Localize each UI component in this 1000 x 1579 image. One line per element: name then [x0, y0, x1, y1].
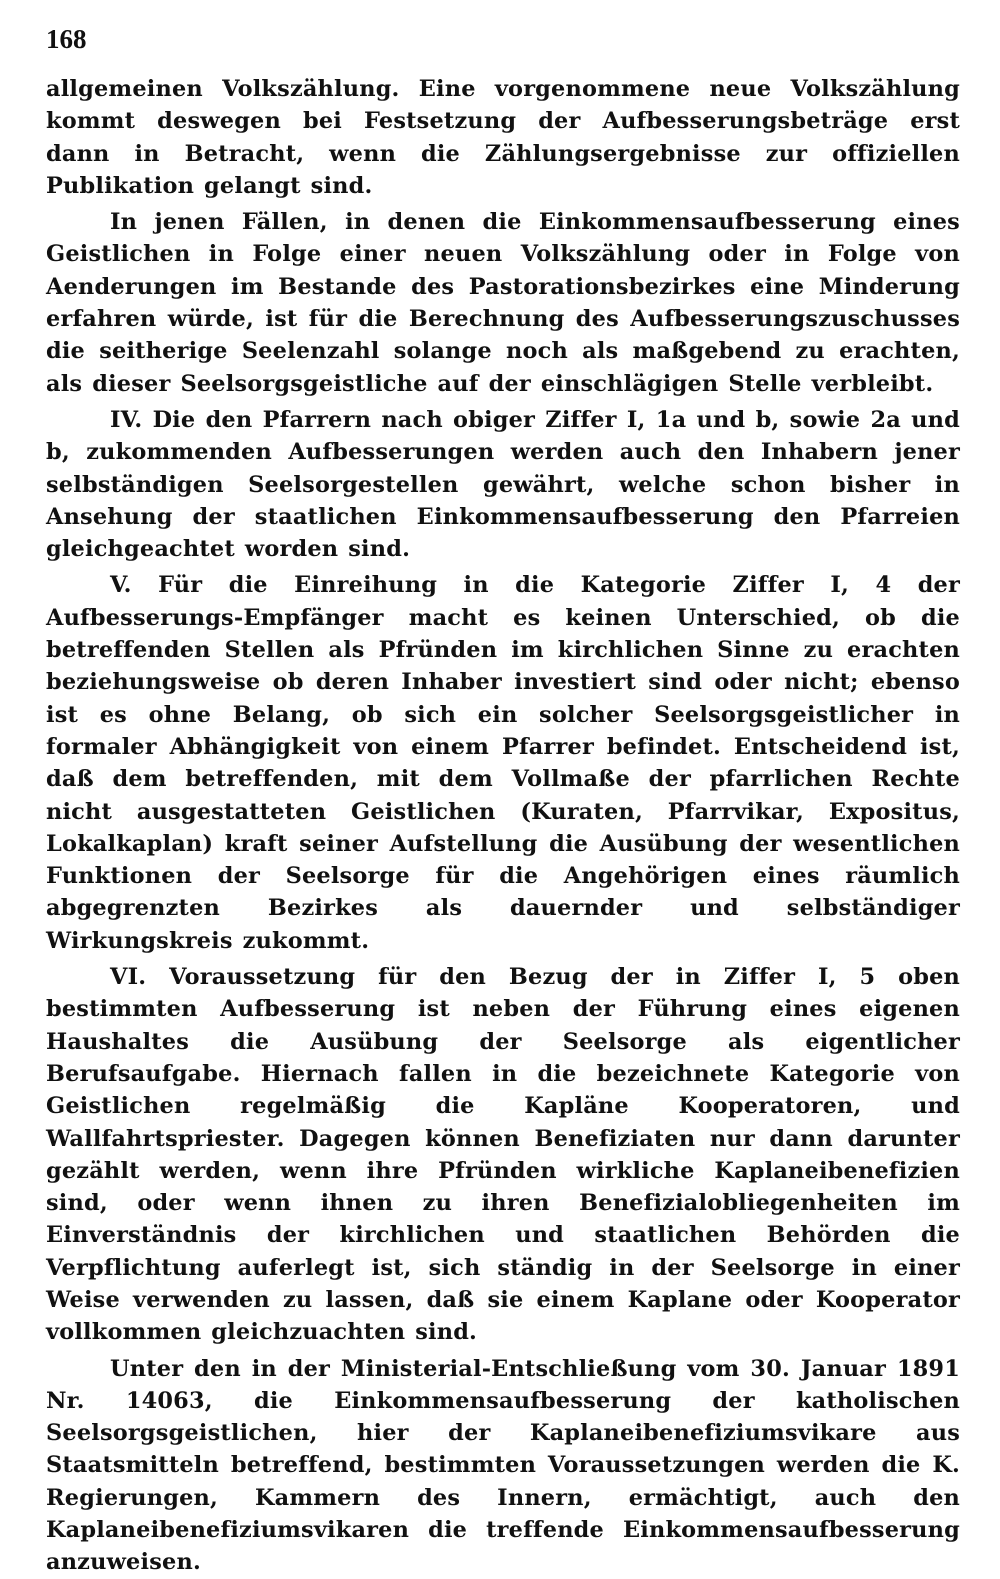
paragraph-population-count: In jenen Fällen, in denen die Einkommensaufbesserung eines Geistlichen in Folge einer neuen Volkszählung oder in Folge von Aenderungen im Bestande des Pastorationsbezirkes eine Minderung erfahren würde, ist für die Berechnung des Aufbesserungszuschusses die seitherige Seelenzahl solange noch als maßgebend zu erachten, als dieser Seelsorgsgeistliche auf der einschlägigen Stelle verbleibt. — [46, 209, 960, 397]
paragraph-continuation: allgemeinen Volkszählung. Eine vorgenommene neue Volkszählung kommt deswegen bei Festsetzung der Aufbesserungsbeträge erst dann in Betracht, wenn die Zählungsergebnisse zur offiziellen Publikation gelangt sind. — [46, 76, 960, 199]
paragraph-section-v: V. Für die Einreihung in die Kategorie Ziffer I, 4 der Aufbesserungs-Empfänger macht es keinen Unterschied, ob die betreffenden Stellen als Pfründen im kirchlichen Sinne zu erachten beziehungsweise ob deren Inhaber investiert sind oder nicht; ebenso ist es ohne Belang, ob sich ein solcher Seelsorgsgeistlicher in formaler Abhängigkeit von einem Pfarrer befindet. Entscheidend ist, daß dem betreffenden, mit dem Vollmaße der pfarrlichen Rechte nicht ausgestatteten Geistlichen (Kuraten, Pfarrvikar, Expositus, Lokalkaplan) kraft seiner Aufstellung die Ausübung der wesentlichen Funktionen der Seelsorge für die Angehörigen eines räumlich abgegrenzten Bezirkes als dauernder und selbständiger Wirkungskreis zukommt. — [46, 572, 960, 954]
page-number: 168 — [46, 24, 87, 54]
paragraph-ministerial-resolution: Unter den in der Ministerial-Entschließung vom 30. Januar 1891 Nr. 14063, die Einkommensaufbesserung der katholischen Seelsorgsgeistlichen, hier der Kaplaneibenefiziumsvikare aus Staatsmitteln betreffend, bestimmten Voraussetzungen werden die K. Regierungen, Kammern des Innern, ermächtigt, auch den Kaplaneibenefiziumsvikaren die treffende Einkommensaufbesserung anzuweisen. — [46, 1355, 960, 1576]
paragraph-section-vi: VI. Voraussetzung für den Bezug der in Ziffer I, 5 oben bestimmten Aufbesserung ist neben der Führung eines eigenen Haushaltes die Ausübung der Seelsorge als eigentlicher Berufsaufgabe. Hiernach fallen in die bezeichnete Kategorie von Geistlichen regelmäßig die Kapläne Kooperatoren, und Wallfahrtspriester. Dagegen können Benefiziaten nur dann darunter gezählt werden, wenn ihre Pfründen wirkliche Kaplaneibenefizien sind, oder wenn ihnen zu ihren Benefizialobliegenheiten im Einverständnis der kirchlichen und staatlichen Behörden die Verpflichtung auferlegt ist, sich ständig in der Seelsorge in einer Weise verwenden zu lassen, daß sie einem Kaplane oder Kooperator vollkommen gleichzuachten sind. — [46, 964, 960, 1346]
paragraph-section-iv: IV. Die den Pfarrern nach obiger Ziffer I, 1a und b, sowie 2a und b, zukommenden Aufbesserungen werden auch den Inhabern jener selbständigen Seelsorgestellen gewährt, welche schon bisher in Ansehung der staatlichen Einkommensaufbesserung den Pfarreien gleichgeachtet worden sind. — [46, 406, 960, 563]
